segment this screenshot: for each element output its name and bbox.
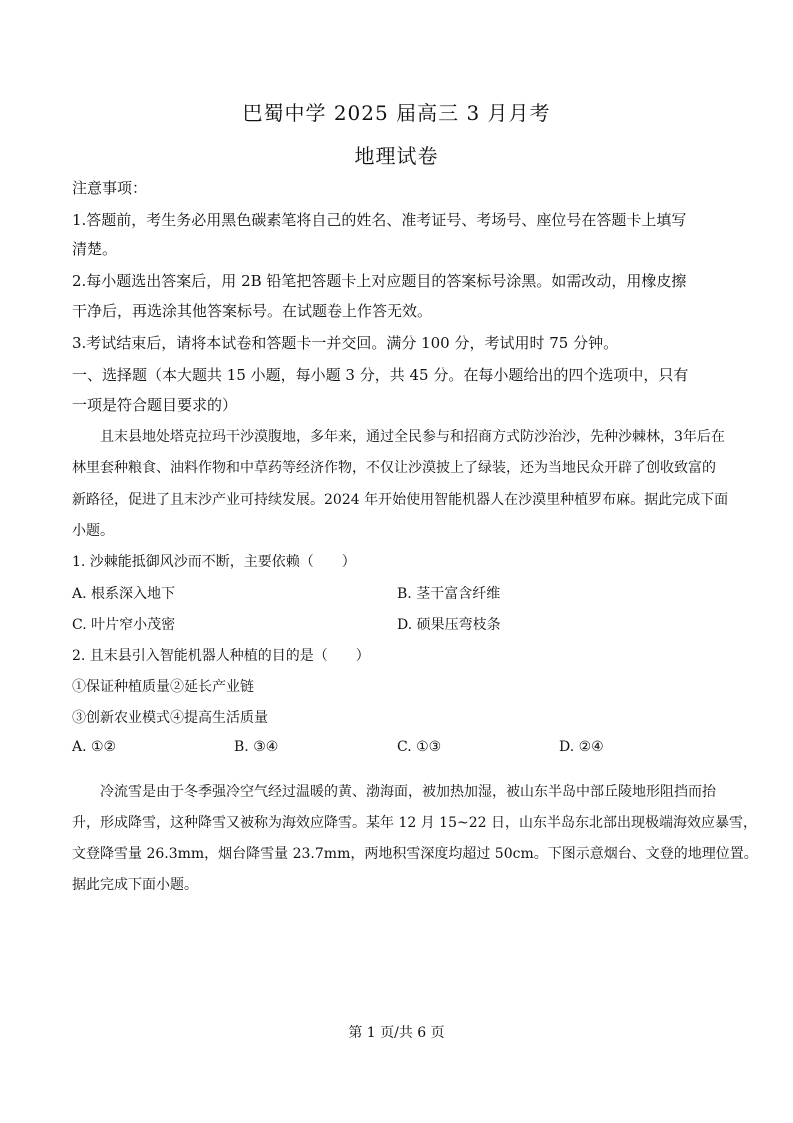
- question-1-option-a: A. 根系深入地下: [72, 586, 176, 602]
- passage-1-line-2: 林里套种粮食、油料作物和中草药等经济作物，不仅让沙漠披上了绿装，还为当地民众开辟了创收致富的: [72, 460, 716, 476]
- passage-2-line-3: 文登降雪量 26.3mm，烟台降雪量 23.7mm，两地积雪深度均超过 50cm。下图示意烟台、文登的地理位置。: [72, 846, 758, 862]
- passage-2-line-2: 升，形成降雪，这种降雪又被称为海效应降雪。某年 12 月 15~22 日，山东半岛东北部出现极端海效应暴雪，: [72, 815, 757, 831]
- question-1-option-c: C. 叶片窄小茂密: [72, 617, 176, 633]
- notice-item-2-line-2: 干净后，再选涂其他答案标号。在试题卷上作答无效。: [72, 302, 433, 320]
- section-heading-line-2: 一项是符合题目要求的）: [72, 396, 238, 414]
- section-heading-line-1: 一、选择题（本大题共 15 小题，每小题 3 分，共 45 分。在每小题给出的四个选项中，只有: [72, 366, 689, 384]
- question-2-option-c: C. ①③: [397, 739, 442, 755]
- notice-item-2-line-1: 2.每小题选出答案后，用 2B 铅笔把答题卡上对应题目的答案标号涂黑。如需改动，用橡皮擦: [72, 272, 687, 290]
- question-2-option-b: B. ③④: [234, 739, 279, 755]
- question-2-option-d: D. ②④: [559, 739, 604, 755]
- question-2-option-a: A. ①②: [72, 739, 117, 755]
- passage-1-line-1: 且末县地处塔克拉玛干沙漠腹地，多年来，通过全民参与和招商方式防沙治沙，先种沙棘林，3年后在: [100, 429, 725, 445]
- notice-heading: 注意事项：: [72, 179, 148, 197]
- question-1-option-d: D. 硕果压弯枝条: [397, 617, 501, 633]
- notice-item-1-line-2: 清楚。: [72, 240, 118, 258]
- question-2-stem: 2. 且末县引入智能机器人种植的目的是（ ）: [72, 648, 370, 664]
- question-1-option-b: B. 茎干富含纤维: [397, 586, 501, 602]
- notice-item-3: 3.考试结束后，请将本试卷和答题卡一并交回。满分 100 分，考试用时 75 分钟。: [72, 334, 619, 352]
- question-2-statements-2: ③创新农业模式④提高生活质量: [72, 710, 268, 726]
- passage-1-line-4: 小题。: [72, 523, 114, 539]
- notice-item-1-line-1: 1.答题前，考生务必用黑色碳素笔将自己的姓名、准考证号、考场号、座位号在答题卡上填写: [72, 211, 687, 229]
- question-2-statements-1: ①保证种植质量②延长产业链: [72, 679, 254, 695]
- question-1-stem: 1. 沙棘能抵御风沙而不断，主要依赖（ ）: [72, 554, 356, 570]
- exam-title: 巴蜀中学 2025 届高三 3 月月考: [242, 101, 551, 125]
- page-number: 第 1 页/共 6 页: [348, 1025, 445, 1041]
- passage-2-line-1: 冷流雪是由于冬季强冷空气经过温暖的黄、渤海面，被加热加湿，被山东半岛中部丘陵地形阻挡而抬: [100, 784, 716, 800]
- exam-subtitle: 地理试卷: [354, 144, 439, 168]
- passage-2-line-4: 据此完成下面小题。: [72, 877, 198, 893]
- passage-1-line-3: 新路径，促进了且末沙产业可持续发展。2024 年开始使用智能机器人在沙漠里种植罗布麻。据此完成下面: [72, 492, 729, 508]
